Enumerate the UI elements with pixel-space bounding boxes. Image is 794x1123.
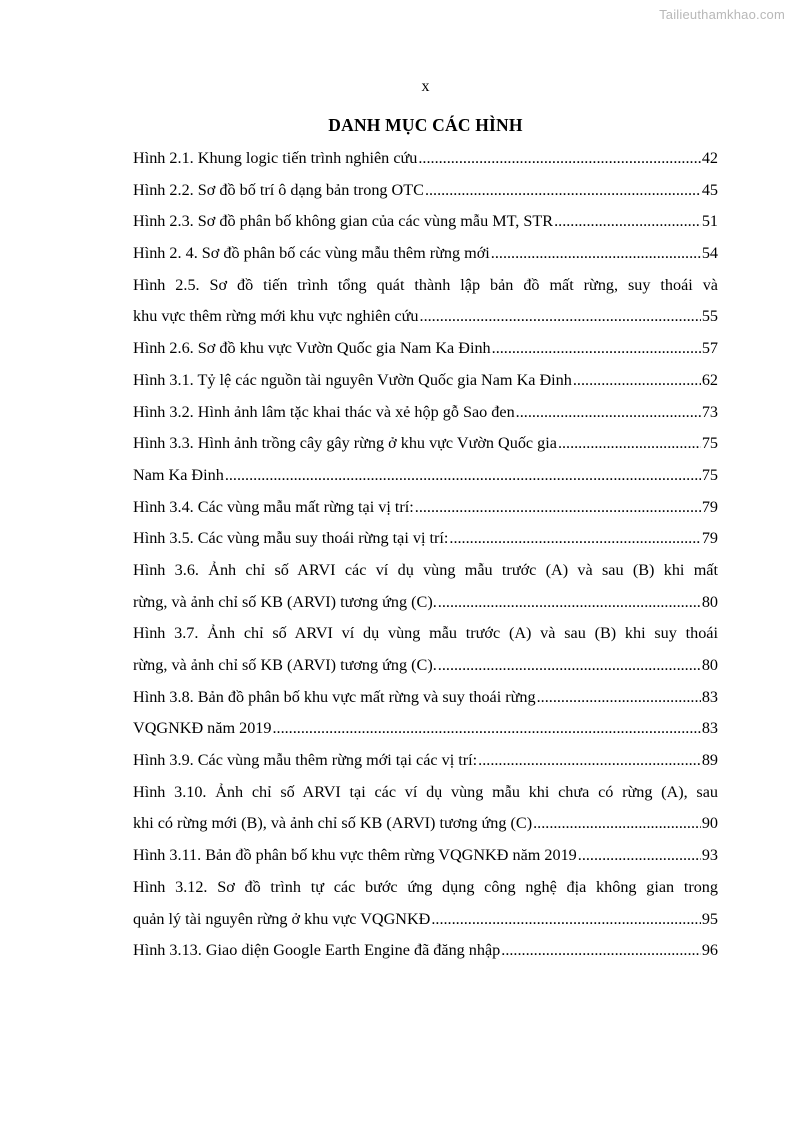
dot-leader [449, 526, 700, 551]
figure-entry-text: Hình 3.3. Hình ảnh trồng cây gây rừng ở khu vực Vườn Quốc gia [133, 434, 557, 453]
figure-entry[interactable] [133, 621, 718, 678]
figure-entry-text: Hình 3.8. Bản đồ phân bố khu vực mất rừng và suy thoái rừng [133, 687, 536, 706]
figure-entry[interactable] [133, 431, 718, 456]
figure-entry-page: 90 [701, 814, 718, 833]
figure-entry-page: 54 [701, 244, 718, 263]
figure-entry-page: 42 [701, 149, 718, 167]
figure-entry[interactable] [133, 241, 718, 266]
dot-leader [492, 336, 701, 361]
figure-entry-text: Hình 2.5. Sơ đồ tiến trình tổng quát thành lập bản đồ mất rừng, suy thoái và [133, 275, 718, 294]
figure-entry-text: Hình 2.1. Khung logic tiến trình nghiên cứu [133, 149, 418, 167]
figure-entry-page: 80 [701, 656, 718, 674]
figure-entry[interactable] [133, 526, 718, 551]
figure-entry-page: 62 [701, 370, 718, 389]
figure-entry-text: VQGNKĐ năm 2019 [133, 719, 272, 738]
figure-entry[interactable] [133, 400, 718, 425]
figure-entry-text: quản lý tài nguyên rừng ở khu vực VQGNKĐ [133, 909, 431, 928]
figure-entry-page: 79 [701, 497, 718, 516]
dot-leader [420, 304, 701, 329]
figure-entry[interactable] [133, 336, 718, 361]
figure-entry-text: Hình 3.9. Các vùng mẫu thêm rừng mới tại các vị trí: [133, 751, 478, 770]
dot-leader [533, 811, 701, 836]
figure-entry-text: khi có rừng mới (B), và ảnh chỉ số KB (ARVI) tương ứng (C) [133, 814, 533, 833]
figure-entry[interactable] [133, 178, 718, 203]
dot-leader [478, 748, 701, 773]
page-title: DANH MỤC CÁC HÌNH [328, 115, 523, 135]
dot-leader [272, 716, 700, 741]
dot-leader [554, 209, 701, 234]
figure-entry-text: Hình 3.12. Sơ đồ trình tự các bước ứng dụng công nghệ địa không gian trong [133, 877, 718, 896]
watermark: Tailieuthamkhao.com [659, 7, 785, 22]
figure-entry-text: Nam Ka Đinh [133, 465, 224, 484]
figure-entry-page: 83 [701, 687, 718, 706]
figure-entry[interactable] [133, 495, 718, 520]
figure-entry-text: Hình 3.1. Tỷ lệ các nguồn tài nguyên Vườn Quốc gia Nam Ka Đinh [133, 370, 572, 389]
dot-leader [431, 907, 700, 932]
figure-entry[interactable] [133, 716, 718, 741]
page-number: x [421, 78, 430, 95]
figure-entry-text: Hình 2.3. Sơ đồ phân bố không gian của các vùng mẫu MT, STR [133, 212, 554, 231]
figure-entry[interactable] [133, 463, 718, 488]
figure-entry[interactable] [133, 146, 718, 171]
figure-entry[interactable] [133, 875, 718, 932]
figure-entry[interactable] [133, 273, 718, 330]
figure-list [133, 146, 718, 970]
dot-leader [537, 685, 701, 710]
figure-entry-text: Hình 3.13. Giao diện Google Earth Engine đã đăng nhập [133, 941, 501, 960]
figure-entry-page: 57 [701, 339, 718, 358]
figure-entry-text: rừng, và ảnh chỉ số KB (ARVI) tương ứng (C). [133, 656, 437, 674]
dot-leader [425, 178, 701, 203]
figure-entry-page: 95 [701, 909, 718, 928]
dot-leader [225, 463, 701, 488]
dot-leader [573, 368, 701, 393]
dot-leader [516, 400, 701, 425]
figure-entry[interactable] [133, 780, 718, 837]
dot-leader [558, 431, 701, 456]
dot-leader [418, 146, 700, 171]
figure-entry[interactable] [133, 685, 718, 710]
figure-entry-text: rừng, và ảnh chỉ số KB (ARVI) tương ứng (C). [133, 592, 437, 611]
figure-entry[interactable] [133, 209, 718, 234]
figure-entry-page: 75 [701, 434, 718, 453]
figure-entry[interactable] [133, 843, 718, 868]
figure-entry-text: Hình 3.2. Hình ảnh lâm tặc khai thác và xẻ hộp gỗ Sao đen [133, 402, 515, 421]
figure-entry-page: 79 [701, 529, 718, 548]
figure-entry-page: 96 [701, 941, 718, 960]
figure-entry-text: Hình 3.7. Ảnh chỉ số ARVI ví dụ vùng mẫu trước (A) và sau (B) khi suy thoái [133, 624, 718, 643]
figure-entry-text: Hình 3.11. Bản đồ phân bố khu vực thêm rừng VQGNKĐ năm 2019 [133, 846, 577, 865]
figure-entry-text: Hình 3.10. Ảnh chỉ số ARVI tại các ví dụ vùng mẫu khi chưa có rừng (A), sau [133, 782, 718, 801]
dot-leader [438, 590, 701, 615]
figure-entry-page: 89 [701, 751, 718, 770]
figure-entry-text: Hình 2.2. Sơ đồ bố trí ô dạng bản trong OTC [133, 180, 424, 199]
figure-entry-text: khu vực thêm rừng mới khu vực nghiên cứu [133, 307, 419, 326]
dot-leader [491, 241, 701, 266]
dot-leader [501, 938, 701, 963]
figure-entry-text: Hình 3.5. Các vùng mẫu suy thoái rừng tại vị trí: [133, 529, 449, 548]
figure-entry-text: Hình 2.6. Sơ đồ khu vực Vườn Quốc gia Nam Ka Đinh [133, 339, 491, 358]
figure-entry-page: 51 [701, 212, 718, 231]
figure-entry[interactable] [133, 938, 718, 963]
dot-leader [578, 843, 701, 868]
dot-leader [438, 653, 701, 678]
figure-entry[interactable] [133, 558, 718, 615]
figure-entry-text: Hình 3.4. Các vùng mẫu mất rừng tại vị trí: [133, 497, 414, 516]
dot-leader [415, 495, 701, 520]
figure-entry-page: 45 [701, 180, 718, 199]
figure-entry-page: 93 [701, 846, 718, 865]
figure-entry-page: 73 [701, 402, 718, 421]
figure-entry-text: Hình 2. 4. Sơ đồ phân bố các vùng mẫu thêm rừng mới [133, 244, 490, 263]
figure-entry-page: 55 [701, 307, 718, 326]
figure-entry-page: 75 [701, 465, 718, 484]
figure-entry-page: 80 [701, 592, 718, 611]
figure-entry[interactable] [133, 368, 718, 393]
figure-entry-text: Hình 3.6. Ảnh chỉ số ARVI các ví dụ vùng mẫu trước (A) và sau (B) khi mất [133, 560, 718, 579]
figure-entry-page: 83 [701, 719, 718, 738]
figure-entry[interactable] [133, 748, 718, 773]
